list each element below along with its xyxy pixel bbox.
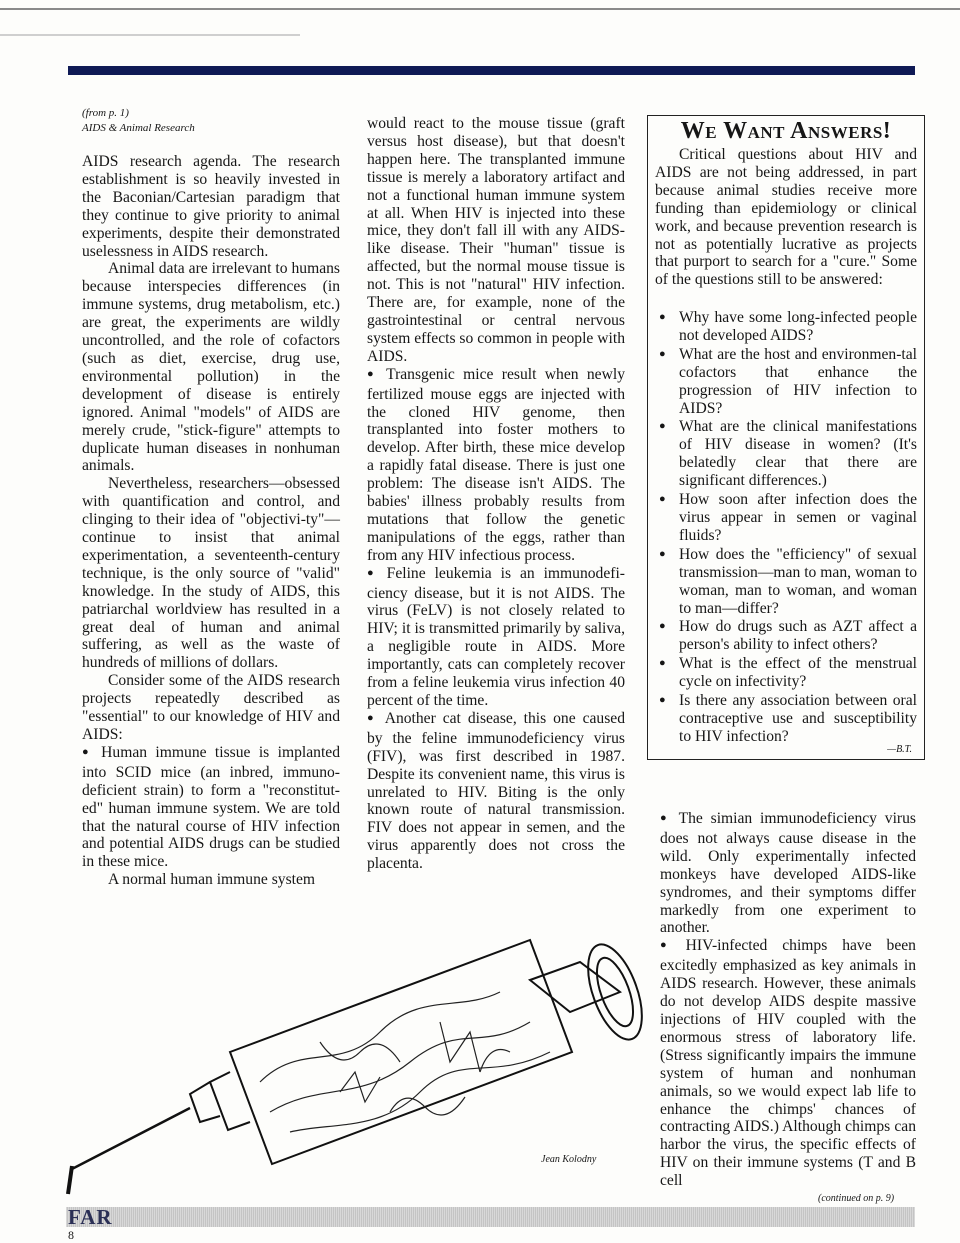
bullet-paragraph: ● The simian immunodeficiency virus does not always cause disease in the wild. Only experimentally infected monkeys have developed AIDS-like syndromes, and their symptoms differ markedly from one experiment to another. (660, 810, 916, 937)
question-item: ● What is the effect of the menstrual cycle on infectivity? (655, 655, 917, 691)
article-column-1 (82, 153, 340, 889)
questions-sidebar-box (647, 115, 925, 760)
top-edge-rule (0, 8, 960, 10)
publication-logo: FAR (68, 1205, 113, 1229)
question-item: ● What are the clinical manifestations of HIV disease in women? (It's belatedly clear that there are significant differences.) (655, 418, 917, 490)
paragraph: Nevertheless, researchers—obsessed with quantification and control, and clinging to their idea of "objectivi-ty"—continue to insist that animal experimentation, a seventeenth-century technique, is the only source of "valid" knowledge. In the study of AIDS, this patriarchal worldview has resulted in a great deal of human and animal suffering, as well as the waste of hundreds of millions of dollars. (82, 475, 340, 672)
article-column-2 (367, 115, 625, 873)
paragraph: AIDS research agenda. The research establishment is so heavily invested in the Baconian/Cartesian paradigm that they continue to give priority to animal experiments, despite their demonstrated uselessness in AIDS research. (82, 153, 340, 260)
bullet-paragraph: ● Feline leukemia is an immunodefi-ciency disease, but it is not AIDS. The virus (FeLV) is not closely related to HIV; it is transmitted primarily by saliva, a negligible route in AIDS. More importantly, cats can completely recover from a feline leukemia virus infection 40 percent of the time. (367, 565, 625, 710)
article-section-title: AIDS & Animal Research (82, 122, 195, 134)
question-item: ● How does the "efficiency" of sexual transmission—man to man, woman to woman, man to woman, and woman to man—differ? (655, 546, 917, 618)
continued-note: (continued on p. 9) (818, 1193, 895, 1204)
sidebar-intro: Critical questions about HIV and AIDS are not being addressed, in part because animal studies receive more funding than epidemiology or clinical work, and because prevention research is not as potentially lucrative as projects that purport to search for a "cure." Some of the questions still to be answered: (655, 146, 917, 289)
bullet-paragraph: ● Transgenic mice result when newly fertilized mouse eggs are injected with the cloned HIV genome, then transplanted into foster mothers to develop. After birth, these mice develop a rapidly fatal disease. There is just one problem: The disease isn't AIDS. The babies' illness probably results from mutations that follow the genetic manipulations of the eggs, rather than from any HIV infectious process. (367, 366, 625, 565)
from-page-note: (from p. 1) (82, 107, 129, 119)
question-item: ● Is there any association between oral contraceptive use and susceptibility to HIV infection? (655, 692, 917, 746)
question-item: ● How soon after infection does the virus appear in semen or vaginal fluids? (655, 491, 917, 545)
paragraph: Animal data are irrelevant to humans because interspecies differences (in immune systems, drug metabolism, etc.) are great, the experiments are wildly uncontrolled, and the role of cofactors (such as diet, exercise, drug use, environmental pollution) in the development of disease is entirely ignored. Animal "models" of AIDS are merely crude, "stick-figure" attempts to duplicate human diseases in nonhuman animals. (82, 260, 340, 475)
bullet-paragraph: ● HIV-infected chimps have been excitedly emphasized as key animals in AIDS research. However, these animals do not develop AIDS despite massive injections of HIV coupled with the enormous stress of laboratory life. (Stress significantly impairs the immune system of human and nonhuman animals, so we would expect lab life to enhance the chimps' chances of contracting AIDS.) Although chimps can harbor the virus, the specific effects of HIV on their immune systems (T and B cell (660, 937, 916, 1190)
scan-mark (0, 34, 300, 36)
footer-bar (66, 1207, 915, 1227)
bullet-paragraph: ● Another cat disease, this one caused by the feline immunodeficiency virus (FIV), was first described in 1987. Despite its convenient name, this virus is unrelated to HIV. Biting is the only known route of natural transmission. FIV does not appear in semen, and the virus apparently does not cross the placenta. (367, 710, 625, 873)
page-number: 8 (68, 1228, 74, 1242)
question-item: ● How do drugs such as AZT affect a person's ability to infect others? (655, 618, 917, 654)
continuation-note (82, 106, 195, 136)
article-column-3 (660, 810, 916, 1190)
question-item: ● What are the host and environmen-tal cofactors that enhance the progression of HIV infection to AIDS? (655, 346, 917, 418)
bullet-paragraph: ● Human immune tissue is implanted into SCID mice (an inbred, immuno-deficient strain) to form a "reconstitut-ed" human immune system. We are told that the natural course of HIV infection and potential AIDS drugs can be studied in these mice. (82, 744, 340, 871)
header-bar (68, 66, 915, 75)
question-list (655, 309, 917, 747)
sidebar-title: We Want Answers! (680, 118, 892, 144)
paragraph: would react to the mouse tissue (graft versus host disease), but that doesn't happen here. The transplanted immune tissue is merely a laboratory artifact and not a functional human immune system at all. When HIV is injected into these mice, they don't fall ill with any AIDS-like disease. Their "human" tissue is affected, but the normal mouse tissue is not. This is not "natural" HIV infection. There are, for example, none of the gastrointestinal or central nervous system effects so common in people with AIDS. (367, 115, 625, 365)
question-item: ● Why have some long-infected people not developed AIDS? (655, 309, 917, 345)
paragraph: Consider some of the AIDS research projects repeatedly described as "essential" to our knowledge of HIV and AIDS: (82, 672, 340, 743)
paragraph: A normal human immune system (108, 871, 316, 889)
sidebar-signature: —B.T. (887, 744, 912, 755)
illustration-credit: Jean Kolodny (541, 1154, 597, 1165)
